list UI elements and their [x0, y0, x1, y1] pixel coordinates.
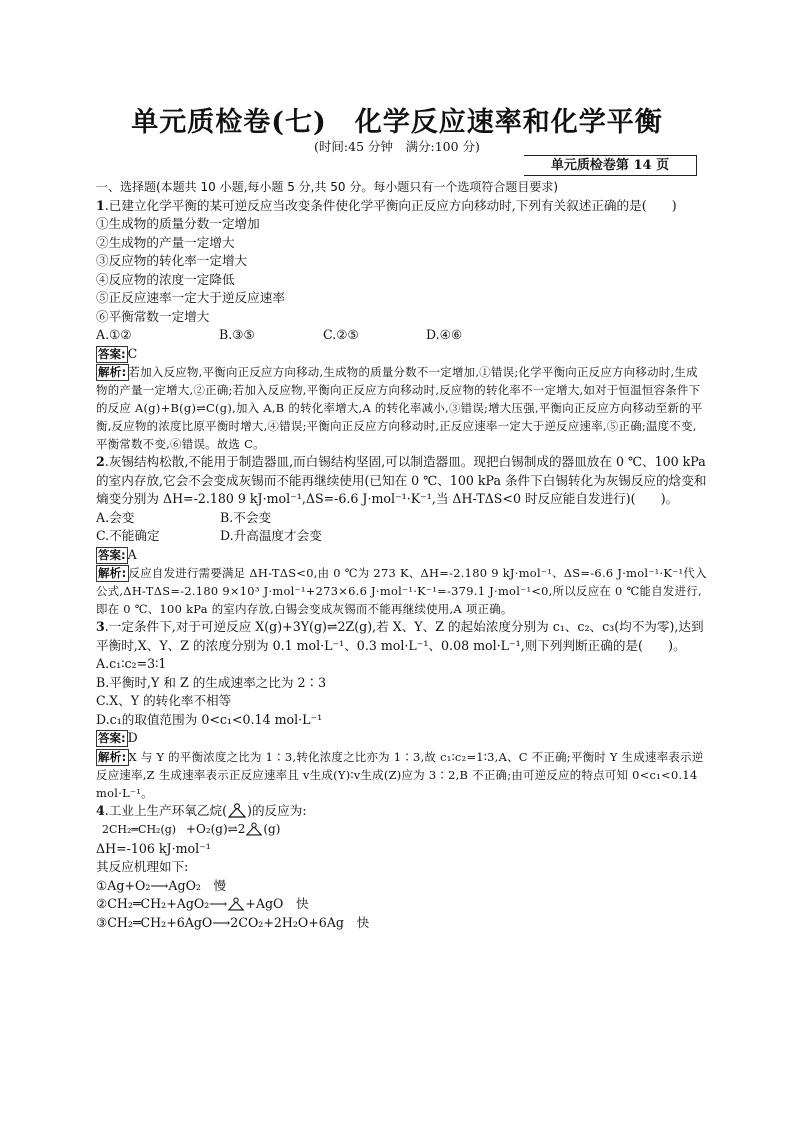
question-number: 2: [96, 454, 105, 469]
option-d: D.升高温度才会变: [220, 528, 322, 543]
list-item: ④反应物的浓度一定降低: [96, 271, 235, 287]
answer-tag: 答案:: [98, 547, 126, 562]
page-subtitle: (时间:45 分钟 满分:100 分): [314, 139, 480, 154]
answer-line: [96, 729, 708, 748]
answer-value: A: [127, 546, 137, 562]
section-heading: 一、选择题(本题共 10 小题,每小题 5 分,共 50 分。每小题只有一个选项符合题目要求): [96, 180, 559, 194]
step-2-right: +AgO 快: [245, 896, 309, 911]
explanation: [96, 748, 708, 802]
answer-tag: 答案:: [98, 346, 126, 361]
question-number: 4: [96, 802, 105, 818]
question-stem: .灰锡结构松散,不能用于制造器皿,而白锡结构坚固,可以制造器皿。现把白锡制成的器皿放在 0 ℃、100 kPa 的室内存放,它会不会变成灰锡而不能再继续使用(已知在 0 ℃、100 kPa 条件下白锡转化为灰锡反应的焓变和熵变分别为 ΔH=-2.180 9 kJ·mol⁻¹,ΔS=-6.6 J·mol⁻¹·K⁻¹,当 ΔH-TΔS<0 时反应能自发进行)( )。: [96, 454, 707, 506]
question-number: 3: [96, 619, 105, 634]
option-a: A.①②: [96, 327, 132, 342]
option-b: B.③⑤: [219, 327, 255, 342]
question-2: [96, 453, 708, 509]
question-3: [96, 618, 708, 655]
answer-line: [96, 546, 708, 565]
list-item: ⑤正反应速率一定大于逆反应速率: [96, 290, 285, 305]
question-1: [96, 197, 708, 216]
mechanism-step-1: ①Ag+O₂⟶AgO₂ 慢: [96, 877, 227, 893]
question-stem: .已建立化学平衡的某可逆反应当改变条件使化学平衡向正反应方向移动时,下列有关叙述正确的是( ): [104, 197, 677, 213]
explain-tag: 解析:: [98, 749, 127, 764]
enthalpy: ΔH=-106 kJ·mol⁻¹: [96, 840, 211, 856]
list-item: ③反应物的转化率一定增大: [96, 253, 248, 268]
answer-line: [96, 345, 708, 364]
explanation: [96, 363, 708, 453]
page-badge: 单元质检卷第 14 页: [524, 155, 697, 176]
answer-tag: 答案:: [98, 731, 126, 745]
question-stem: .一定条件下,对于可逆反应 X(g)+3Y(g)⇌2Z(g),若 X、Y、Z 的起始浓度分别为 c₁、c₂、c₃(均不为零),达到平衡时,X、Y、Z 的浓度分别为 0.1 mol·L⁻¹、0.3 mol·L⁻¹、0.08 mol·L⁻¹,则下列判断正确的是( )。: [96, 619, 704, 653]
explanation-text: 若加入反应物,平衡向正反应方向移动,生成物的质量分数不一定增加,①错误;化学平衡向正反应方向移动时,生成物的产量一定增大,②正确;若加入反应物,平衡向正反应方向移动时,反应物的转化率不一定增大,如对于恒温恒容条件下的反应 A(g)+B(g)⇌C(g),加入 A,B 的转化率增大,A 的转化率减小,③错误;增大压强,平衡向正反应方向移动至新的平衡,反应物的浓度比原平衡时增大,④错误;平衡向正反应方向移动时,正反应速率一定大于逆反应速率,⑤正确;温度不变,平衡常数不变,⑥错误。故选 C。: [96, 365, 703, 451]
equation-right: (g): [263, 822, 281, 836]
options: [96, 509, 708, 528]
equation-left: 2CH₂═CH₂(g): [102, 823, 177, 836]
options: [96, 527, 708, 546]
page-title: 单元质检卷(七) 化学反应速率和化学平衡: [131, 107, 663, 138]
list-item: ②生成物的产量一定增大: [96, 234, 235, 250]
option-a: A.c₁∶c₂=3∶1: [96, 656, 167, 671]
answer-value: D: [127, 730, 138, 745]
epoxide-ring-icon: [227, 803, 247, 819]
question-stem-a: .工业上生产环氧乙烷(: [104, 802, 228, 818]
option-d: D.④⑥: [426, 327, 463, 342]
list-item: ①生成物的质量分数一定增加: [96, 216, 260, 231]
step-2-left: ②CH₂═CH₂+AgO₂⟶: [96, 896, 228, 911]
epoxide-ring-icon: [245, 822, 263, 837]
reaction-equation: [96, 820, 708, 840]
option-c: C.X、Y 的转化率不相等: [96, 693, 232, 708]
explanation-text: X 与 Y 的平衡浓度之比为 1∶3,转化浓度之比亦为 1∶3,故 c₁∶c₂=1∶3,A、C 不正确;平衡时 Y 生成速率表示逆反应速率,Z 生成速率表示正反应速率且 v生成(Y)∶v生成(Z)应为 3∶2,B 不正确;由可逆反应的特点可知 0<c₁<0.14 mol·L⁻¹。: [96, 749, 704, 800]
option-c: C.不能确定: [96, 528, 160, 543]
explain-tag: 解析:: [98, 365, 127, 379]
explanation: [96, 564, 708, 618]
option-d: D.c₁的取值范围为 0<c₁<0.14 mol·L⁻¹: [96, 711, 323, 727]
question-4: [96, 802, 708, 821]
list-item: ⑥平衡常数一定增大: [96, 308, 210, 324]
option-b: B.不会变: [220, 509, 272, 525]
mechanism-step-3: ③CH₂═CH₂+6AgO⟶2CO₂+2H₂O+6Ag 快: [96, 914, 370, 930]
content: [96, 178, 708, 932]
explanation-text: 反应自发进行需要满足 ΔH-TΔS<0,由 0 ℃为 273 K、ΔH=-2.180 9 kJ·mol⁻¹、ΔS=-6.6 J·mol⁻¹·K⁻¹代入公式,ΔH-TΔS=-2.180 9×10³ J·mol⁻¹+273×6.6 J·mol⁻¹·K⁻¹=-379.1 J·mol⁻¹<0,所以反应在 0 ℃能自发进行,即在 0 ℃、100 kPa 的室内存放,白锡会变成灰锡而不能再继续使用,A 项正确。: [96, 566, 707, 616]
options: [96, 326, 708, 345]
mechanism-heading: 其反应机理如下:: [96, 859, 189, 874]
option-b: B.平衡时,Y 和 Z 的生成速率之比为 2∶3: [96, 674, 327, 690]
option-c: C.②⑤: [323, 327, 359, 342]
epoxide-ring-icon: [227, 897, 245, 912]
mechanism-step-2: [96, 895, 708, 914]
equation-mid: +O₂(g)⇌2: [185, 822, 246, 836]
answer-value: C: [127, 345, 138, 361]
option-a: A.会变: [96, 509, 135, 525]
question-stem-b: )的反应为:: [247, 802, 307, 818]
question-number: 1: [96, 197, 105, 213]
explain-tag: 解析:: [98, 566, 127, 580]
